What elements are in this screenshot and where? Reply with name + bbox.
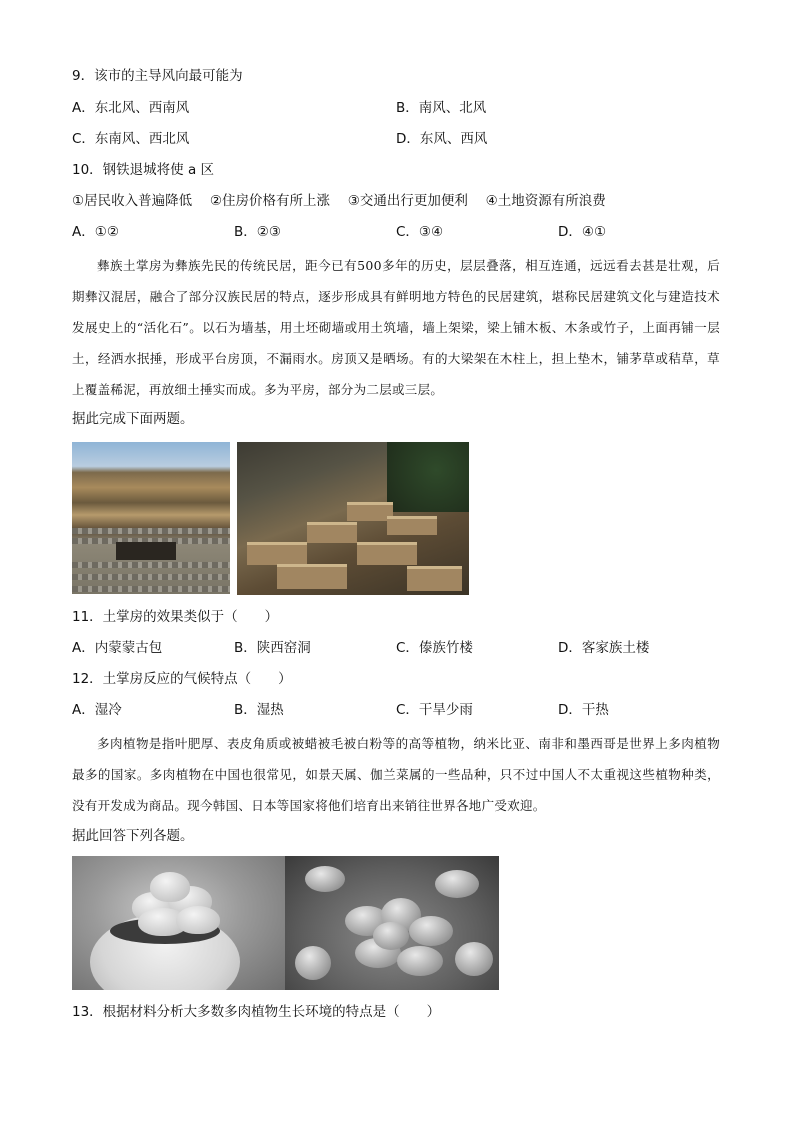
q10-option-a: A．①②: [72, 224, 119, 240]
q12-option-b: B．湿热: [234, 702, 284, 718]
question-13-stem: 13．根据材料分析大多数多肉植物生长环境的特点是（ ）: [72, 1004, 441, 1020]
q9-option-c: C．东南风、西北风: [72, 131, 190, 147]
q11-option-a: A．内蒙蒙古包: [72, 640, 163, 656]
q9-option-a: A．东北风、西南风: [72, 100, 190, 116]
instruction-2: 据此回答下列各题。: [72, 828, 194, 844]
q12-option-d: D．干热: [558, 702, 609, 718]
tuzhang-house-photo-1: [72, 442, 230, 594]
q9-option-d: D．东风、西风: [396, 131, 488, 147]
q11-option-c: C．傣族竹楼: [396, 640, 473, 656]
q12-option-a: A．湿冷: [72, 702, 122, 718]
succulent-pot-photo: [72, 856, 285, 990]
instruction-1: 据此完成下面两题。: [72, 411, 194, 427]
q11-option-b: B．陕西窑洞: [234, 640, 311, 656]
q10-option-b: B．②③: [234, 224, 281, 240]
q10-option-c: C．③④: [396, 224, 444, 240]
question-11-stem: 11．土掌房的效果类似于（ ）: [72, 609, 279, 625]
q12-option-c: C．干旱少雨: [396, 702, 473, 718]
question-9-stem: 9．该市的主导风向最可能为: [72, 68, 243, 84]
passage-tuzhang-house: 彝族土掌房为彝族先民的传统民居，距今已有500多年的历史，层层叠落，相互连通，远远看去甚是壮观，后期彝汉混居，融合了部分汉族民居的特点，逐步形成具有鲜明地方特色的民居建筑，堪称民居建筑文化与建造技术发展史上的“活化石”。以石为墙基，用土坯砌墙或用土筑墙，墙上架梁，梁上铺木板、木条或竹子，上面再铺一层土，经洒水抿捶，形成平台房顶，不漏雨水。房顶又是晒场。有的大梁架在木柱上，担上垫木，铺茅草或秸草，草上覆盖稀泥，再放细土捶实而成。多为平房，部分为二层或三层。: [72, 258, 720, 397]
question-10-stem: 10．钢铁退城将使 a 区: [72, 162, 215, 178]
succulent-closeup-photo: [285, 856, 499, 990]
question-12-stem: 12．土掌房反应的气候特点（ ）: [72, 671, 292, 687]
q9-option-b: B．南风、北风: [396, 100, 487, 116]
question-10-choices: ①居民收入普遍降低 ②住房价格有所上涨 ③交通出行更加便利 ④土地资源有所浪费: [72, 193, 606, 209]
q11-option-d: D．客家族土楼: [558, 640, 650, 656]
q10-option-d: D．④①: [558, 224, 607, 240]
passage-succulents: 多肉植物是指叶肥厚、表皮角质或被蜡被毛被白粉等的高等植物，纳米比亚、南非和墨西哥是世界上多肉植物最多的国家。多肉植物在中国也很常见，如景天属、伽兰菜属的一些品种，只不过中国人不太重视这些植物种类，没有开发成为商品。现今韩国、日本等国家将他们培育出来销往世界各地广受欢迎。: [72, 736, 720, 813]
tuzhang-village-photo-2: [237, 442, 469, 595]
